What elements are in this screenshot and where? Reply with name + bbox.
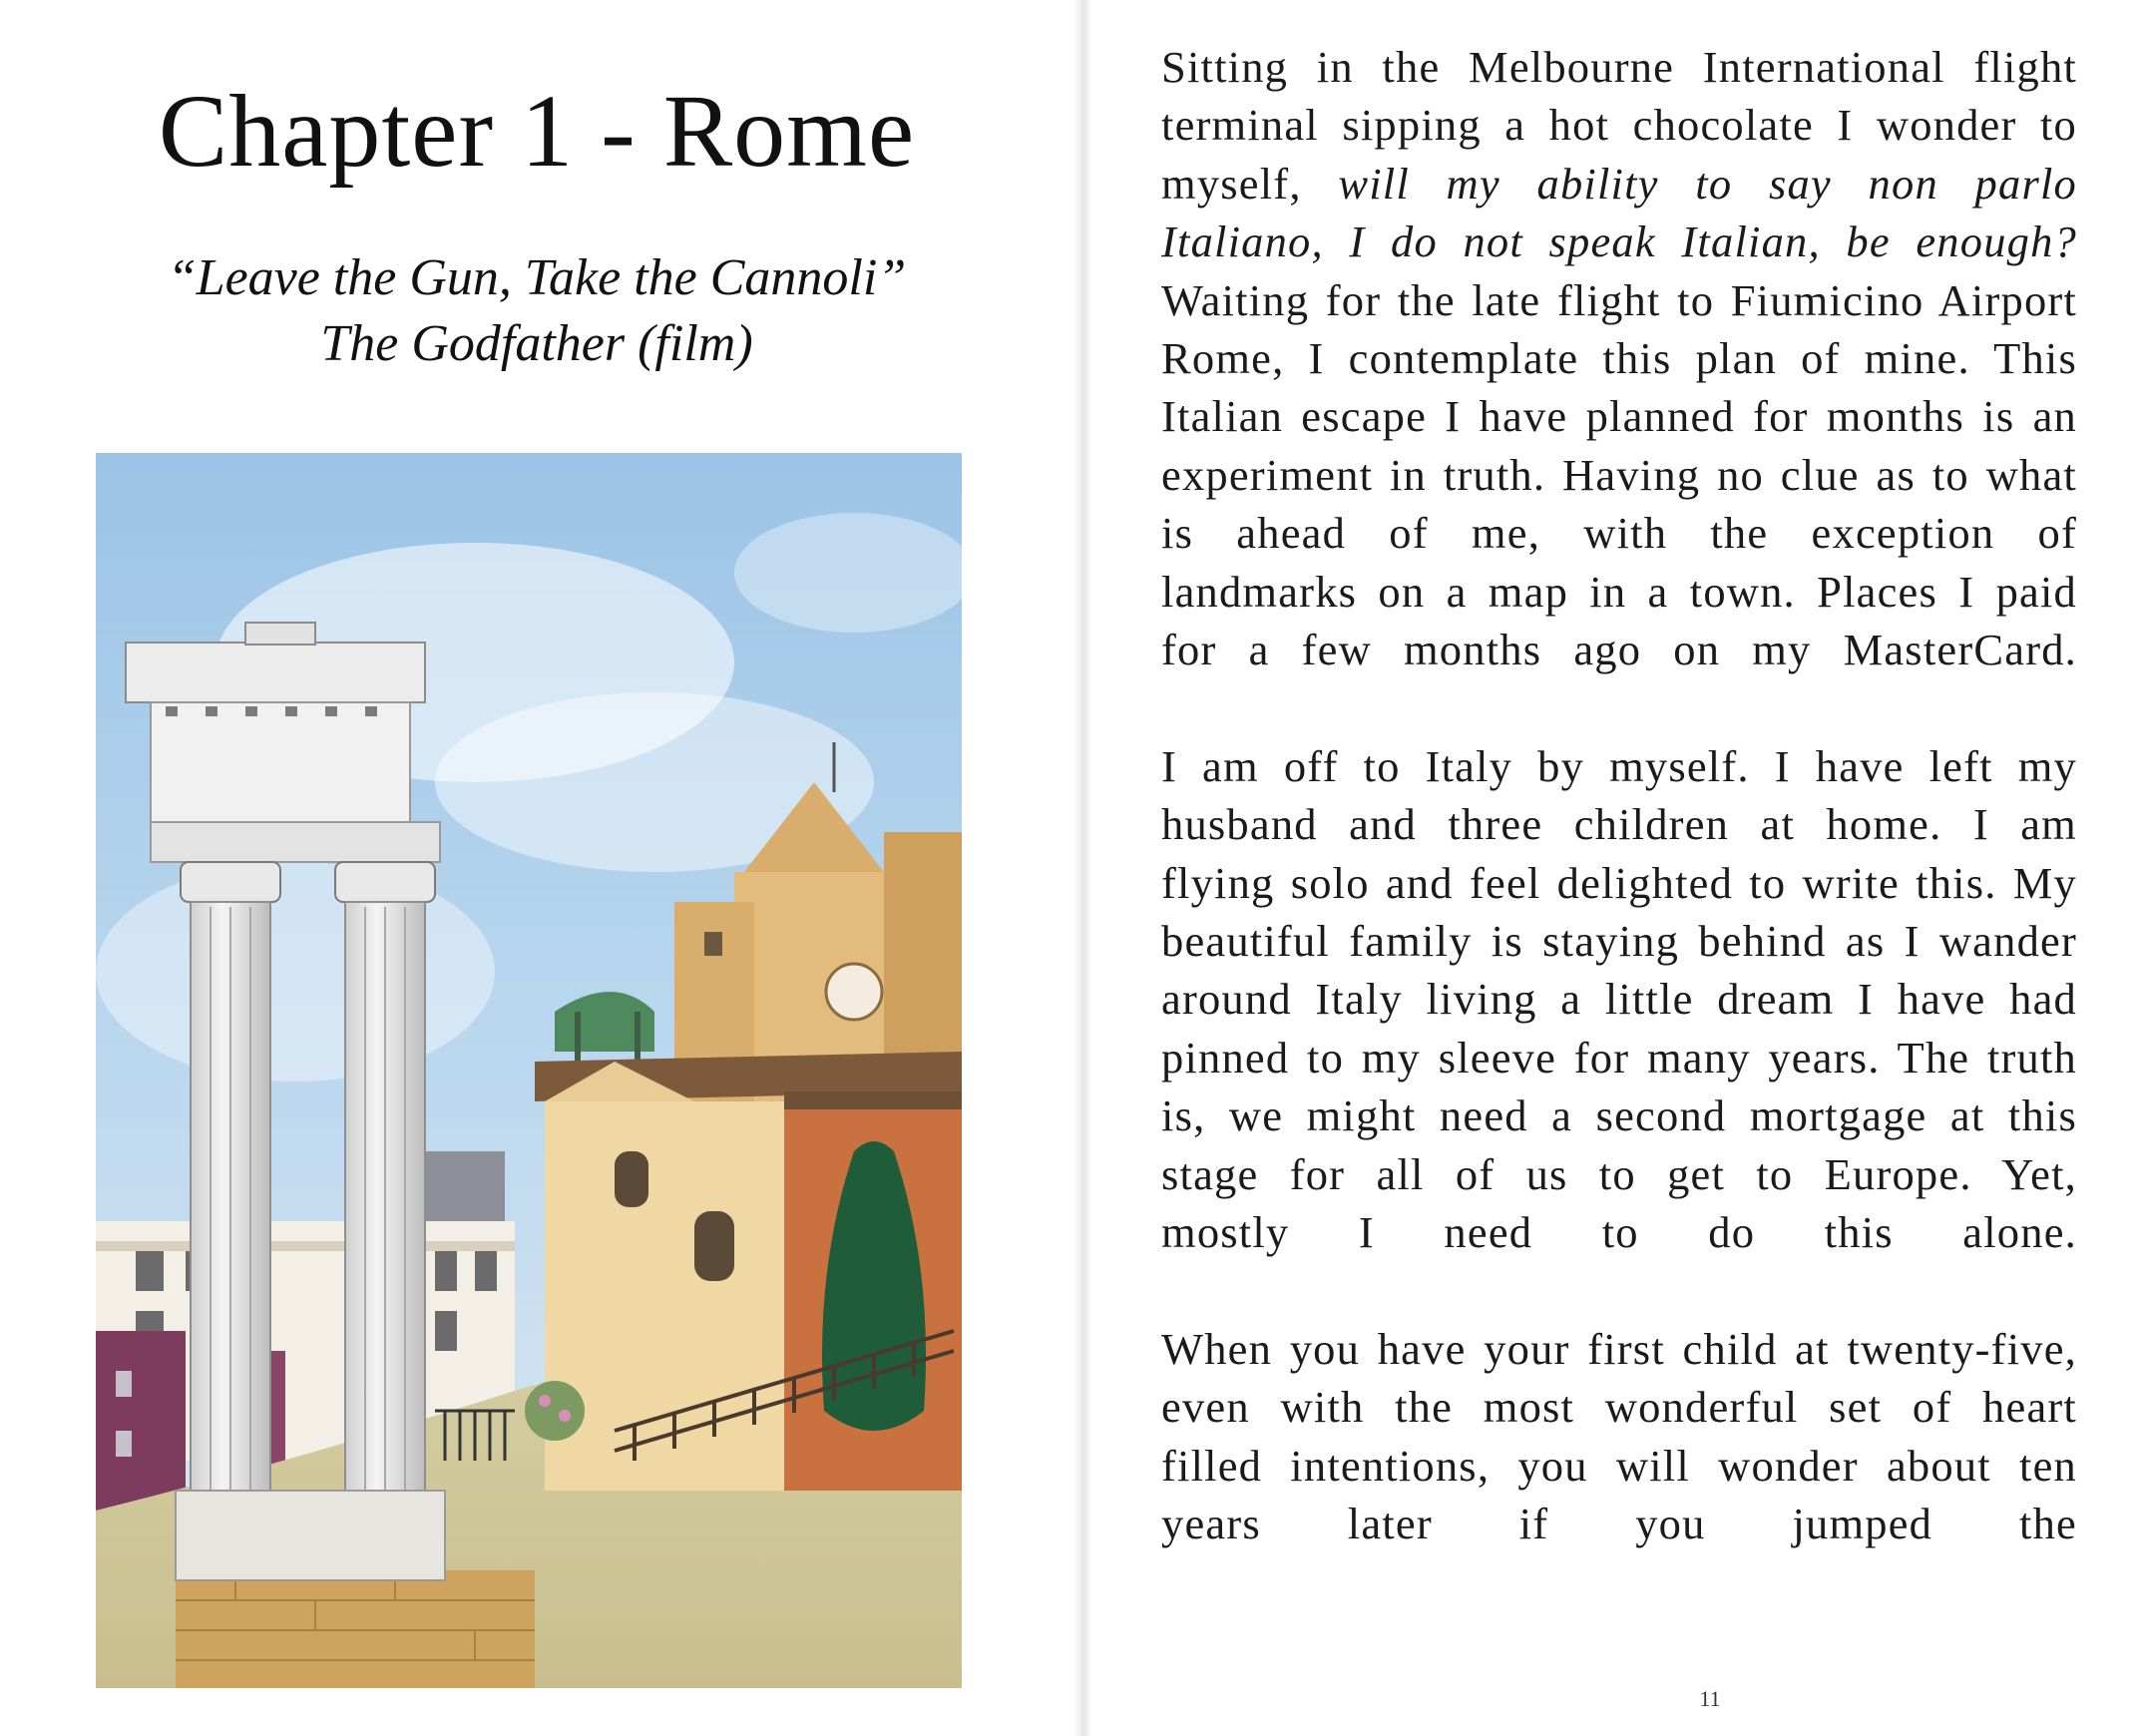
- paragraph-1-part-2: Waiting for the late flight to Fiumicino Airport Rome, I contemplate this plan of mine. This Italian escape I have planned for months is an experiment in truth. Having no clue as to what is ahead of me, with the exception of landmarks on a map in a town. Places I paid for a few months ago on my MasterCard.: [1161, 274, 2077, 675]
- epigraph-quote: “Leave the Gun, Take the Cannoli”: [167, 249, 907, 306]
- chapter-body-text: [1161, 38, 2077, 1553]
- paragraph-1: [1161, 38, 2077, 678]
- watercolor-illustration-rome-ruins: [96, 453, 962, 1688]
- paragraph-2: I am off to Italy by myself. I have left my husband and three children at home. I am flying solo and feel delighted to write this. My beautiful family is staying behind as I wander around Italy living a little dream I have had pinned to my sleeve for many years. The truth is, we might need a second mortgage at this stage for all of us to get to Europe. Yet, mostly I need to do this alone.: [1161, 740, 2077, 1258]
- epigraph: [40, 245, 1034, 377]
- epigraph-source: The Godfather (film): [320, 315, 753, 372]
- paragraph-1-part-1: Sitting in the Melbourne International flight terminal sipping a hot chocolate I wonder to myself,: [1161, 42, 2077, 209]
- book-gutter: [1073, 0, 1091, 1736]
- paragraph-3: When you have your first child at twenty-five, even with the most wonderful set of heart filled intentions, you will wonder about ten years later if you jumped the: [1161, 1323, 2077, 1549]
- page-number: 11: [1699, 1686, 1721, 1711]
- paragraph-1-italic-question: will my ability to say non parlo Italiano, I do not speak Italian, be enough?: [1161, 158, 2077, 267]
- chapter-title: Chapter 1 - Rome: [158, 74, 916, 189]
- right-page: [1091, 0, 2137, 1736]
